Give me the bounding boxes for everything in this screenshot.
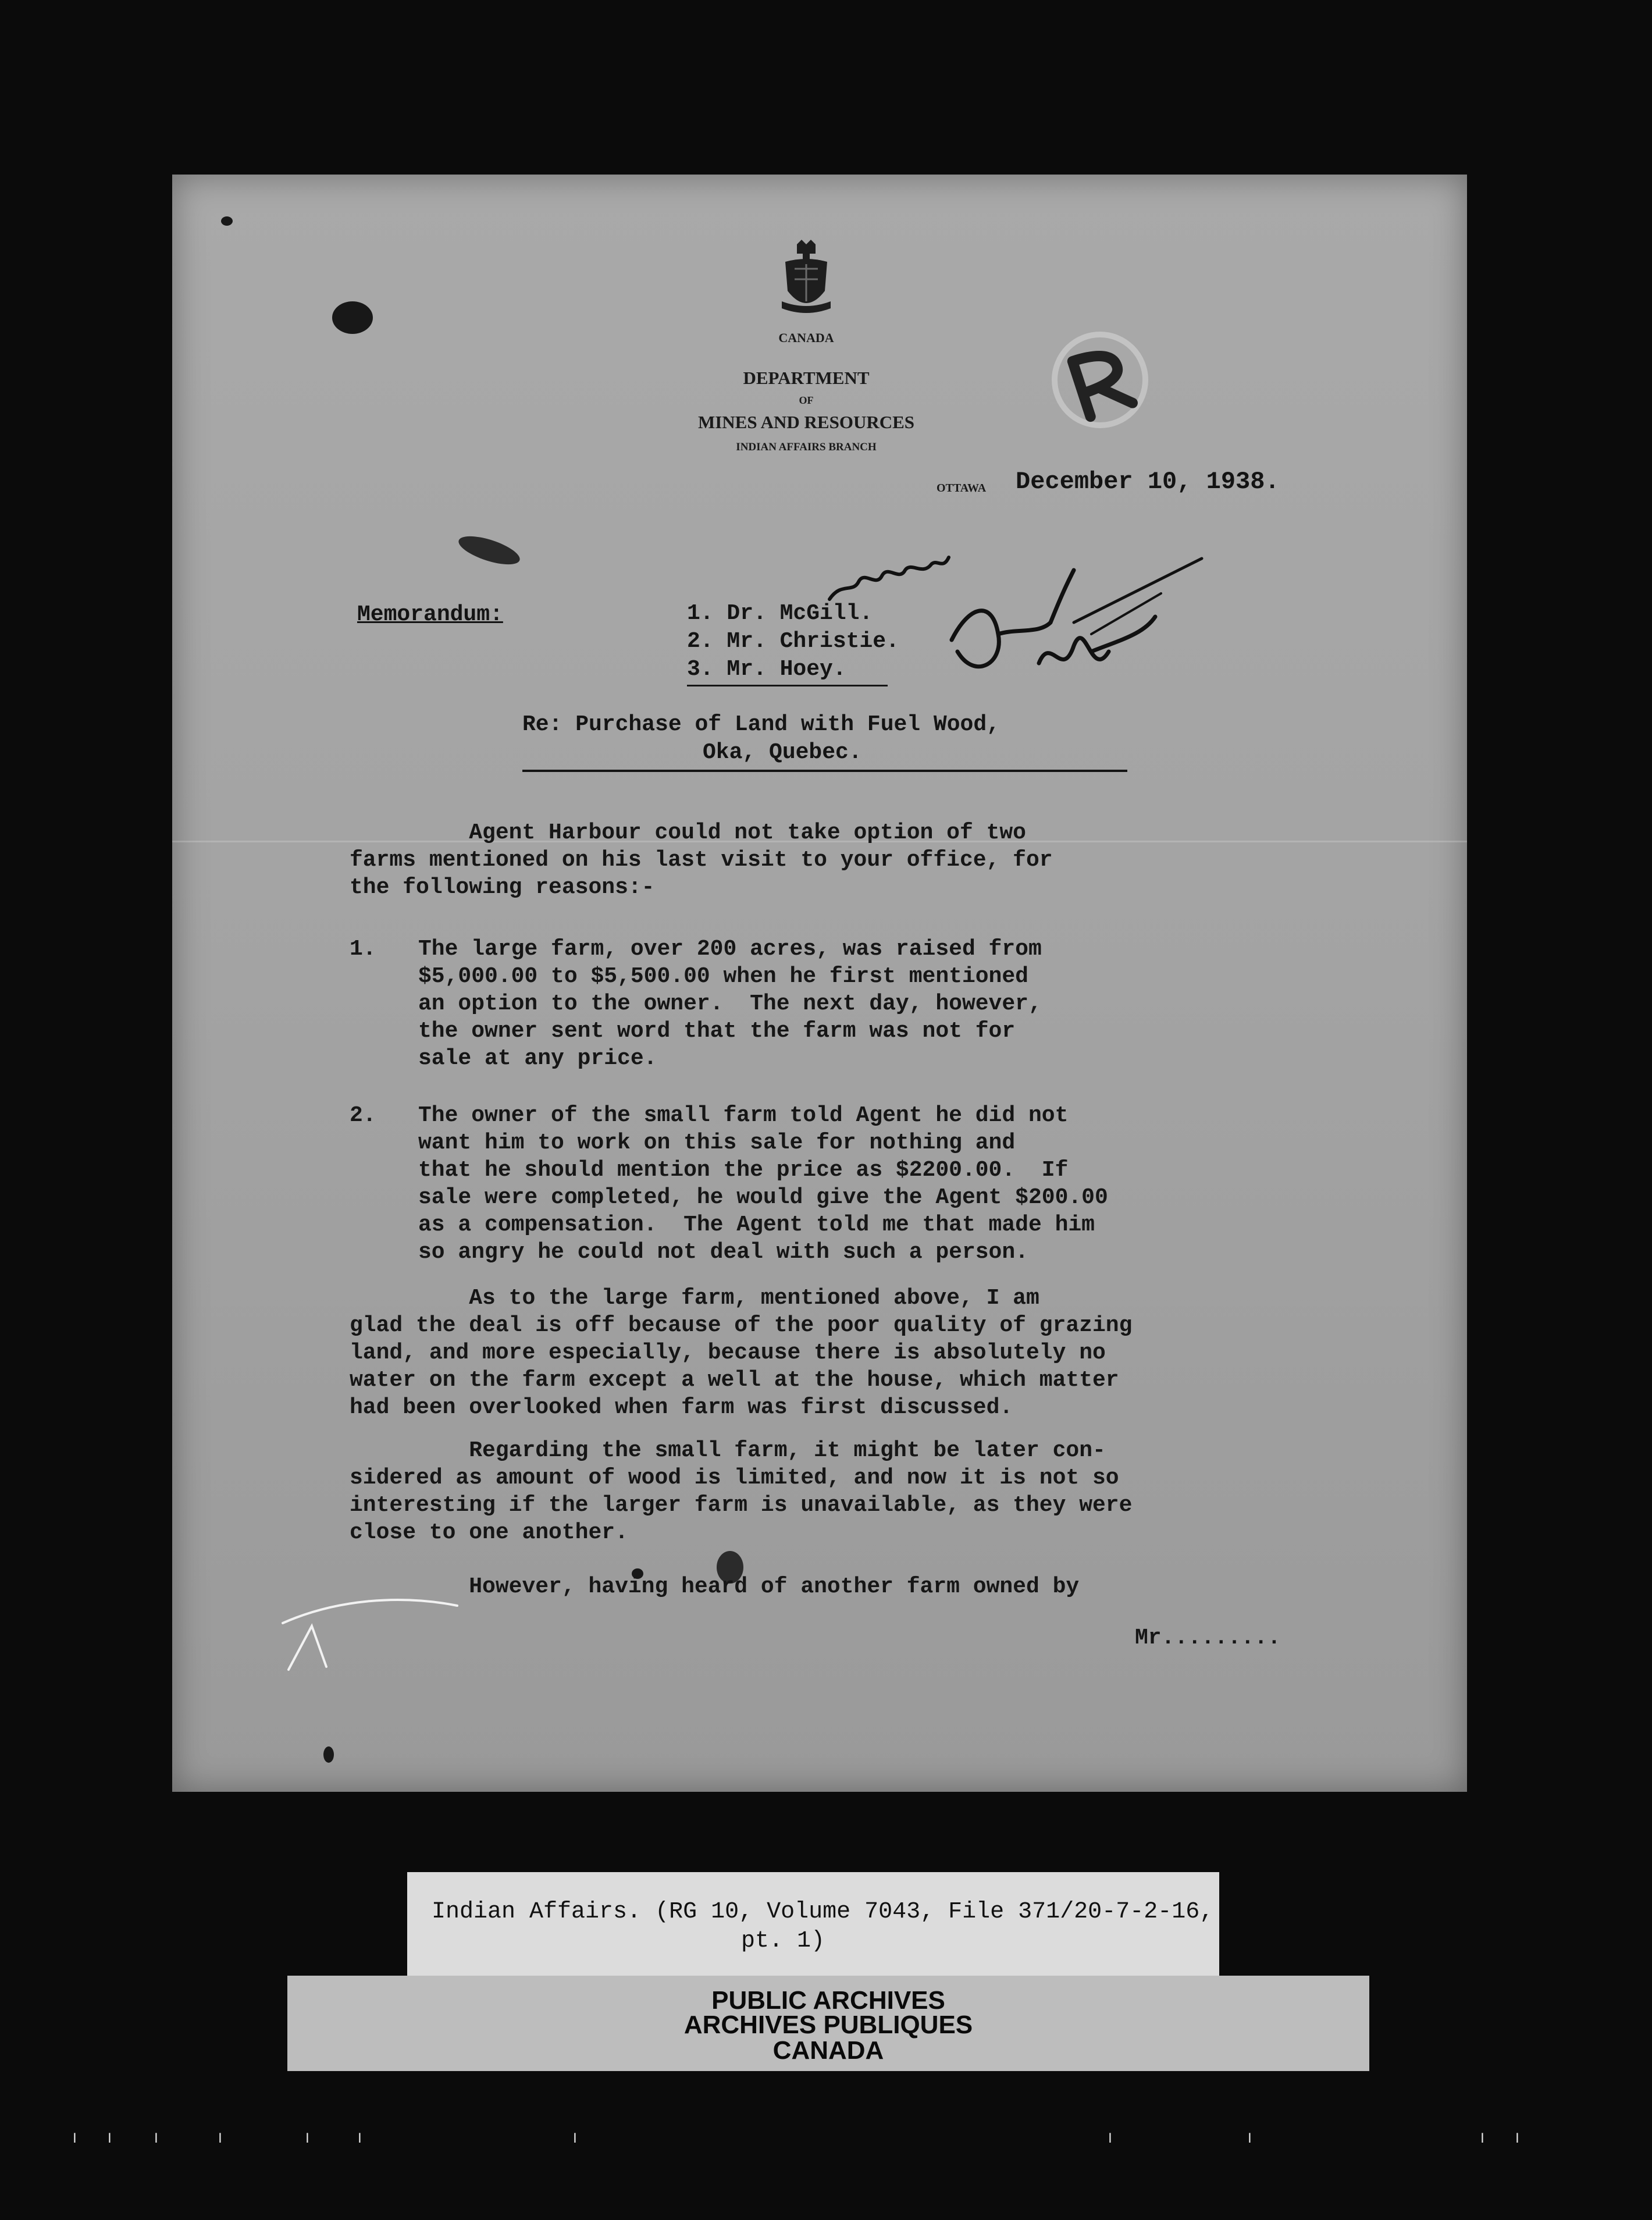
item-2-text: The owner of the small farm told Agent he did not want him to work on this sale for nothing and that he should mention the price as $2200.00. If sale were completed, he would give the Agent $200.00 as a compensation. The Agent told me that made him so angry he could not deal with such a person. (418, 1103, 1108, 1265)
item-1-text: The large farm, over 200 acres, was raised from $5,000.00 to $5,500.00 when he first mentioned an option to the owner. The next day, however, the owner sent word that the farm was not for sale at any price. (418, 937, 1042, 1071)
film-edge-mark: ╷ (1105, 2123, 1115, 2143)
paragraph-small-farm: Regarding the small farm, it might be later con- sidered as amount of wood is limited, and now it is not so interesting if the larger farm is unavailable, as they were close to one another. (350, 1438, 1133, 1545)
film-edge-mark: ╷ (302, 2123, 312, 2143)
ink-blot (323, 1746, 334, 1763)
handwritten-initials (818, 547, 1225, 733)
letterhead-place: OTTAWA (937, 482, 987, 494)
archive-reference-line-1: Indian Affairs. (RG 10, Volume 7043, File 371/20-7-2-16, (432, 1899, 1214, 1925)
ink-blot (455, 531, 523, 570)
letterhead-branch: INDIAN AFFAIRS BRANCH (736, 441, 877, 453)
paragraph-large-farm: As to the large farm, mentioned above, I am glad the deal is off because of the poor quality of grazing land, and more especially, because there is absolutely no water on the farm except a well at the house, which matter had been overlooked when farm was first discussed. (350, 1286, 1133, 1420)
film-edge-mark: ╷ (355, 2123, 365, 2143)
archives-stamp-line-3: CANADA (772, 2036, 884, 2065)
film-edge-mark: ╷ (570, 2123, 580, 2143)
letterhead-of: OF (799, 394, 814, 406)
memo-page (172, 175, 1467, 1792)
recipient-2: 2. Mr. Christie. (687, 629, 899, 654)
received-stamp (1033, 313, 1167, 447)
film-edge-mark: ╷ (105, 2123, 115, 2143)
film-edge-mark: ╷ (215, 2123, 225, 2143)
subject-line-1: Re: Purchase of Land with Fuel Wood, (522, 712, 1000, 737)
paragraph-intro: Agent Harbour could not take option of two farms mentioned on his last visit to your office, for the following reasons:- (350, 820, 1053, 900)
film-edge-mark: ╷ (1245, 2123, 1255, 2143)
public-archives-stamp (287, 1976, 1369, 2071)
letterhead-country: CANADA (778, 330, 834, 345)
ink-blot (332, 301, 373, 334)
paragraph-however: However, having heard of another farm owned by (350, 1574, 1080, 1599)
subject-line-2: Oka, Quebec. (703, 740, 862, 765)
film-edge-mark: ╷ (70, 2123, 80, 2143)
letterhead-department: DEPARTMENT (743, 368, 870, 388)
pencil-caret-mark (248, 1559, 469, 1687)
memo-date: December 10, 1938. (1016, 468, 1280, 496)
archives-stamp-line-2: ARCHIVES PUBLIQUES (683, 2011, 973, 2039)
page-continuation: Mr......... (1135, 1625, 1281, 1650)
film-edge-mark: ╷ (1512, 2123, 1522, 2143)
recipient-1: 1. Dr. McGill. (687, 601, 873, 626)
memo-label: Memorandum: (357, 602, 503, 627)
archive-reference-line-2: pt. 1) (741, 1928, 825, 1954)
film-edge-mark: ╷ (1477, 2123, 1487, 2143)
film-edge-mark: ╷ (151, 2123, 161, 2143)
coat-of-arms-icon (779, 239, 833, 320)
archives-stamp-line-1: PUBLIC ARCHIVES (711, 1986, 945, 2015)
subject-underline (522, 770, 1127, 772)
item-1-number: 1. (350, 937, 376, 962)
recipient-3: 3. Mr. Hoey. (687, 657, 846, 682)
item-2-number: 2. (350, 1103, 376, 1128)
archive-reference-label (407, 1872, 1219, 1988)
ink-blot (221, 216, 233, 226)
letterhead-ministry: MINES AND RESOURCES (697, 412, 915, 432)
